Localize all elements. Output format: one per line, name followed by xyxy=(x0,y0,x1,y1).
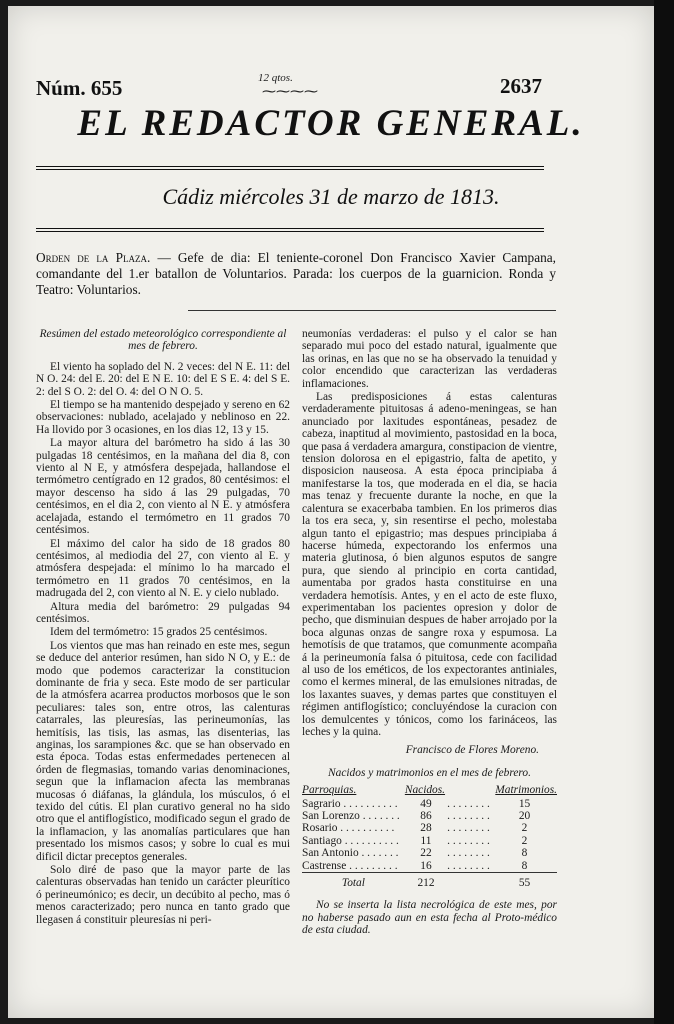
births-cell: 28 xyxy=(420,822,432,835)
paragraph: Los vientos que mas han reinado en este mes, segun se deduce del anterior resúmen, han sido N O, y E.: de modo que podemos caracterizar la constitucion dominante de fria y seca. Este modo de ser particular de la atmósfera acarrea productos morbosos que le son peculiares: tales son, entre otros, las calenturas catarrales, las pleuresías, las perineumonías, las hemitísis, las tisis, las asmas, las disenterias, las anginas, los sarampiones &c. que se han observado en esta época. Todas estas enfermedades pertenecen al órden de flegmasias, tomando varias denominaciones, segun que la inflamacion afecta las membranas mucosas ó diáfanas, la glándula, los músculos, ó el texido del cútis. El plan curativo general no ha sido otro que el antiflogístico, modificado segun el grado de la inflamacion, y las anomalías particulares que han presentado los mismos casos; y sobre lo cual es mui dificil dictar preceptos generales. xyxy=(36,639,290,863)
total-marriages: 55 xyxy=(492,873,557,890)
col-header-matrimonios: Matrimonios. xyxy=(495,784,557,797)
section-title: Resúmen del estado meteorológico correspondiente al mes de febrero. xyxy=(39,328,287,353)
parish-cell: Rosario . . . . . . . . . . xyxy=(302,822,395,835)
ornament-icon: ⁓⁓⁓⁓ xyxy=(262,84,318,100)
leader-dots: . . . . . . . . xyxy=(447,834,490,847)
left-column xyxy=(36,328,290,927)
leader-dots: . . . . . . . . xyxy=(447,859,490,872)
paragraph: Las predisposiciones á estas calenturas verdaderamente pituitosas á adeno-meningeas, se han anunciado por laxitudes espontáneas, pesadez de cabeza, inaptitud al movimiento, pastosidad en la boca, que pasa á verdadera amargura, constipacion de vientre, tension dolorosa en el epigastrio, falta de apetito, y disposicion nauseosa. A esta época principiaba á manifestarse la tos, que moderada en el dia, se hacia mas tenaz y frecuente durante la noche, en que la calentura se exacerbaba tambien. En los primeros dias la tos era seca, y, sin resentirse el pecho, molestaba algun tanto el epigastrio; mas despues principiaba á hacerse húmeda, expectorando los enfermos una materia glutinosa, ó bien algunos esputos de sangre pura, que siendo al principio en corta cantidad, aumentaba por grados hasta constituirse en una verdadera hemotísis. Antes, y en el acto de este fluxo, experimentaban los pacientes opresion y dolor de pecho, que disminuian despues de haber arrojado por la boca algunas onzas de sangre roxa y espumosa. La hemotísis de que tratamos, que comunmente acompaña á la perineumonía falsa ó pituitosa, cede con facilidad al uso de los eméticos, de los expectorantes antiniales, como el kermes mineral, de las emulsiones nitradas, de los laxantes suaves, y demas partes que constituyen el régimen antiflogístico; concluyéndose la curacion con los demulcentes y tónicos, como los farináceos, las leches y la quina. xyxy=(302,391,558,738)
table-total-row xyxy=(302,873,557,890)
marriages-cell: 2 xyxy=(521,822,528,835)
paragraph: neumonías verdaderas: el pulso y el calor se han separado mui poco del estado natural, igualmente que las orinas, en las que no se ha observado la tenuidad y color encendido que caracterizan las verdaderas inflamaciones. xyxy=(302,328,557,390)
masthead-rule-bottom xyxy=(36,228,544,232)
marriages-cell: 2 xyxy=(521,834,528,847)
paragraph: El viento ha soplado del N. 2 veces: del N E. 11: del N O. 24: del E. 20: del E N E. 10: del E S E. 4: del S E. 2: del S O. 2: del O. 4: del O N O. 5. xyxy=(36,360,290,398)
paragraph: Solo diré de paso que la mayor parte de las calenturas observadas han tenido un carácter pleurítico ó perineumónico; es decir, un decúbito al pecho, mas ó menos caracterizado; pero nunca en tanto grado que llegasen á constituir pleuresías ni peri- xyxy=(36,864,290,926)
page-number: 2637 xyxy=(500,74,542,98)
table-title: Nacidos y matrimonios en el mes de febrero. xyxy=(328,766,531,779)
table-row xyxy=(302,810,557,822)
scan-edge xyxy=(654,0,674,1024)
newspaper-page xyxy=(8,6,654,1018)
parish-cell: San Lorenzo . . . . . . . xyxy=(302,810,400,823)
leader-dots: . . . . . . . . xyxy=(447,847,490,860)
births-cell: 22 xyxy=(420,847,432,860)
paragraph: La mayor altura del barómetro ha sido á las 30 pulgadas 18 centésimos, en la mañana del dia 8, con viento al N E, y atmósfera despejada, hallandose el termómetro centígrado en 12 grados, 80 centésimos: el mayor descenso ha sido á las 29 pulgadas, 70 centésimos, en el dia 2, con viento al N E. y atmósfera acelajada, estando el termómetro en 11 grados 70 centésimos. xyxy=(36,437,290,537)
marriages-cell: 8 xyxy=(521,859,528,872)
births-cell: 86 xyxy=(420,810,432,823)
orden-label: Orden de la Plaza. xyxy=(36,250,151,265)
leader-dots: . . . . . . . . xyxy=(447,822,490,835)
table-row xyxy=(302,822,557,834)
births-marriages-table xyxy=(302,783,557,889)
issue-date: Cádiz miércoles 31 de marzo de 1813. xyxy=(162,184,500,209)
births-cell: 11 xyxy=(420,834,432,847)
table-row xyxy=(302,860,557,873)
section-rule xyxy=(188,310,556,311)
total-births: 212 xyxy=(405,873,447,890)
author-signature: Francisco de Flores Moreno. xyxy=(405,744,539,757)
parish-cell: San Antonio . . . . . . . xyxy=(302,847,399,860)
parish-cell: Castrense . . . . . . . . . xyxy=(302,859,398,872)
right-column xyxy=(302,328,557,938)
col-header-parroquias: Parroquias. xyxy=(302,784,357,797)
paragraph: Altura media del barómetro: 29 pulgadas 94 centésimos. xyxy=(36,600,290,625)
masthead-rule-top xyxy=(36,166,544,170)
table-row xyxy=(302,835,557,847)
orden-de-la-plaza xyxy=(36,250,556,298)
marriages-cell: 8 xyxy=(521,847,528,860)
marriages-cell: 20 xyxy=(518,810,531,823)
total-label: Total xyxy=(302,873,405,890)
table-row xyxy=(302,847,557,859)
necrology-note: No se inserta la lista necrológica de este mes, por no haberse pasado aun en esta fecha al Proto-médico de esta ciudad. xyxy=(302,899,557,937)
births-cell: 16 xyxy=(420,859,432,872)
births-cell: 49 xyxy=(420,797,432,810)
paragraph: Idem del termómetro: 15 grados 25 centésimos. xyxy=(50,626,268,639)
marriages-cell: 15 xyxy=(518,797,531,810)
paragraph: El máximo del calor ha sido de 18 grados 80 centésimos, al mediodia del 27, con viento al E. y atmósfera despejada: el mínimo lo ha marcado el termómetro en 11 grados 70 centésimos, en la madrugada del 2, con viento al N. E. y cielo nublado. xyxy=(36,537,290,600)
sheet-count: 12 qtos. xyxy=(258,72,293,84)
masthead-title: EL REDACTOR GENERAL. xyxy=(77,103,585,144)
leader-dots: . . . . . . . . xyxy=(447,797,490,810)
orden-text: — Gefe de dia: El teniente-coronel Don Francisco Xavier Campana, comandante del 1.er batallon de Voluntarios. Parada: los cuerpos de la guarnicion. Ronda y Teatro: Voluntarios. xyxy=(36,250,556,297)
table-header-row xyxy=(302,783,557,797)
leader-dots: . . . . . . . . xyxy=(447,810,490,823)
parish-cell: Santiago . . . . . . . . . . xyxy=(302,834,399,847)
table-row xyxy=(302,798,557,810)
col-header-nacidos: Nacidos. xyxy=(404,784,446,797)
issue-number: Núm. 655 xyxy=(36,76,123,100)
paragraph: El tiempo se ha mantenido despejado y sereno en 62 observaciones: nublado, acelajado y neblinoso en 22. Ha llovido por 3 ocasiones, en los dias 12, 13 y 15. xyxy=(36,399,290,436)
parish-cell: Sagrario . . . . . . . . . . xyxy=(302,797,398,810)
